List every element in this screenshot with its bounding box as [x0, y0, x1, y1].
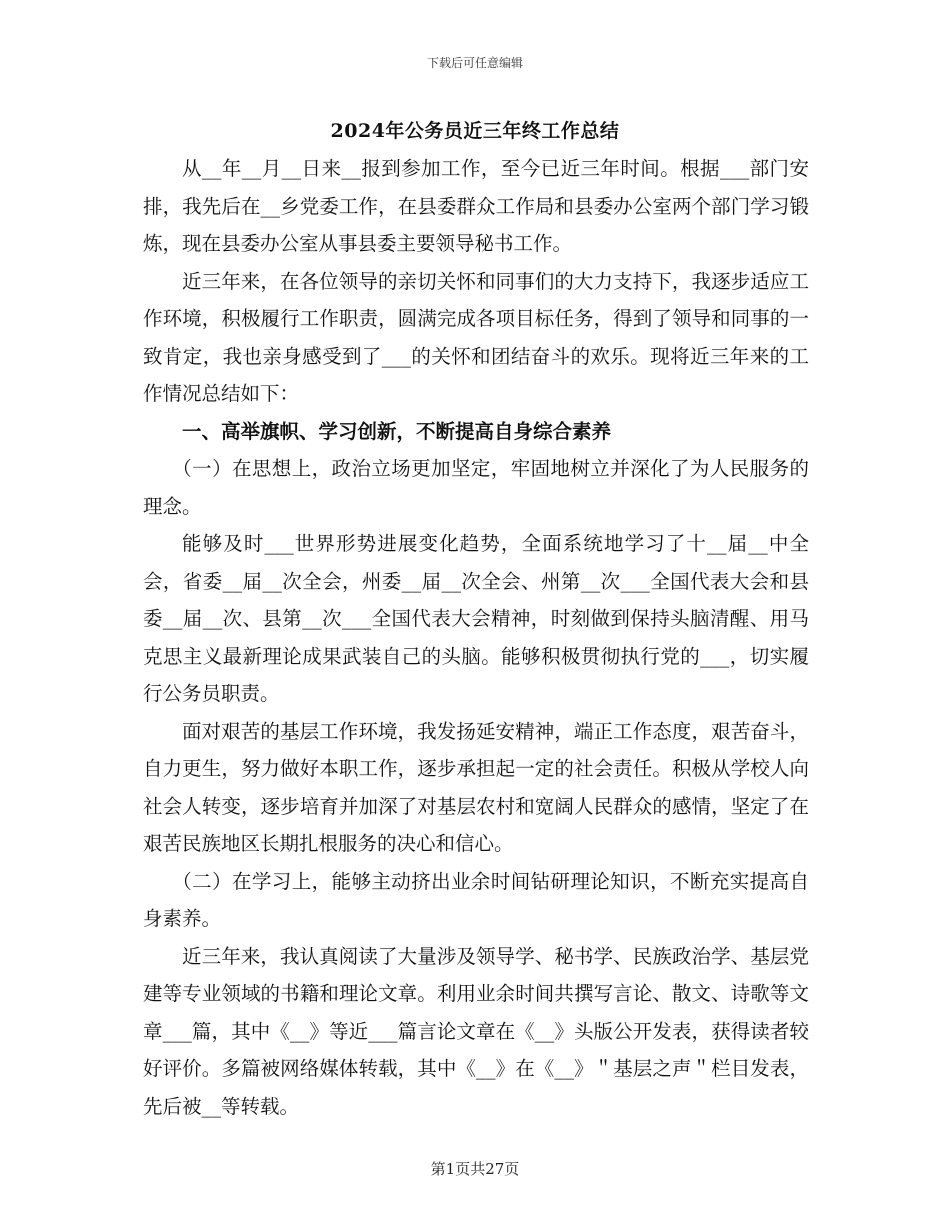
- paragraph-study-spirit: 能够及时___世界形势进展变化趋势，全面系统地学习了十__届__中全会，省委__届__次全会，州委__届__次全会、州第__次___全国代表大会和县委__届__次、县第__次___全国代表大会精神，时刻做到保持头脑清醒、用马克思主义最新理论成果武装自己的头脑。能够积极贯彻执行党的___，切实履行公务员职责。: [143, 532, 809, 705]
- paragraph-grassroots: 面对艰苦的基层工作环境，我发扬延安精神，端正工作态度，艰苦奋斗，自力更生，努力做好本职工作，逐步承担起一定的社会责任。积极从学校人向社会人转变，逐步培育并加深了对基层农村和宽阔人民群众的感情，坚定了在艰苦民族地区长期扎根服务的决心和信心。: [143, 719, 809, 855]
- paragraph-overview: 近三年来，在各位领导的亲切关怀和同事们的大力支持下，我逐步适应工作环境，积极履行工作职责，圆满完成各项目标任务，得到了领导和同事的一致肯定，我也亲身感受到了___的关怀和团结奋斗的欢乐。现将近三年来的工作情况总结如下：: [143, 269, 809, 405]
- page-number: 第1页共27页: [430, 1160, 520, 1178]
- paragraph-reading-writing: 近三年来，我认真阅读了大量涉及领导学、秘书学、民族政治学、基层党建等专业领域的书籍和理论文章。利用业余时间共撰写言论、散文、诗歌等文章___篇，其中《__》等近___篇言论文章在《__》头版公开发表，获得读者较好评价。多篇被网络媒体转载，其中《__》在《__》＂基层之声＂栏目发表，先后被__等转载。: [143, 944, 809, 1118]
- subsection-heading-thought: （一）在思想上，政治立场更加坚定，牢固地树立并深化了为人民服务的理念。: [143, 457, 809, 518]
- section-heading: 一、高举旗帜、学习创新，不断提高自身综合素养: [182, 419, 612, 443]
- document-title: 2024年公务员近三年终工作总结: [330, 120, 620, 142]
- paragraph-intro: 从__年__月__日来__报到参加工作，至今已近三年时间。根据___部门安排，我先后在__乡党委工作，在县委群众工作局和县委办公室两个部门学习锻炼，现在县委办公室从事县委主要领导秘书工作。: [143, 157, 809, 255]
- page-header: 下载后可任意编辑: [426, 56, 523, 70]
- document-body: [143, 150, 809, 1125]
- subsection-heading-study: （二）在学习上，能够主动挤出业余时间钻研理论知识，不断充实提高自身素养。: [143, 869, 809, 930]
